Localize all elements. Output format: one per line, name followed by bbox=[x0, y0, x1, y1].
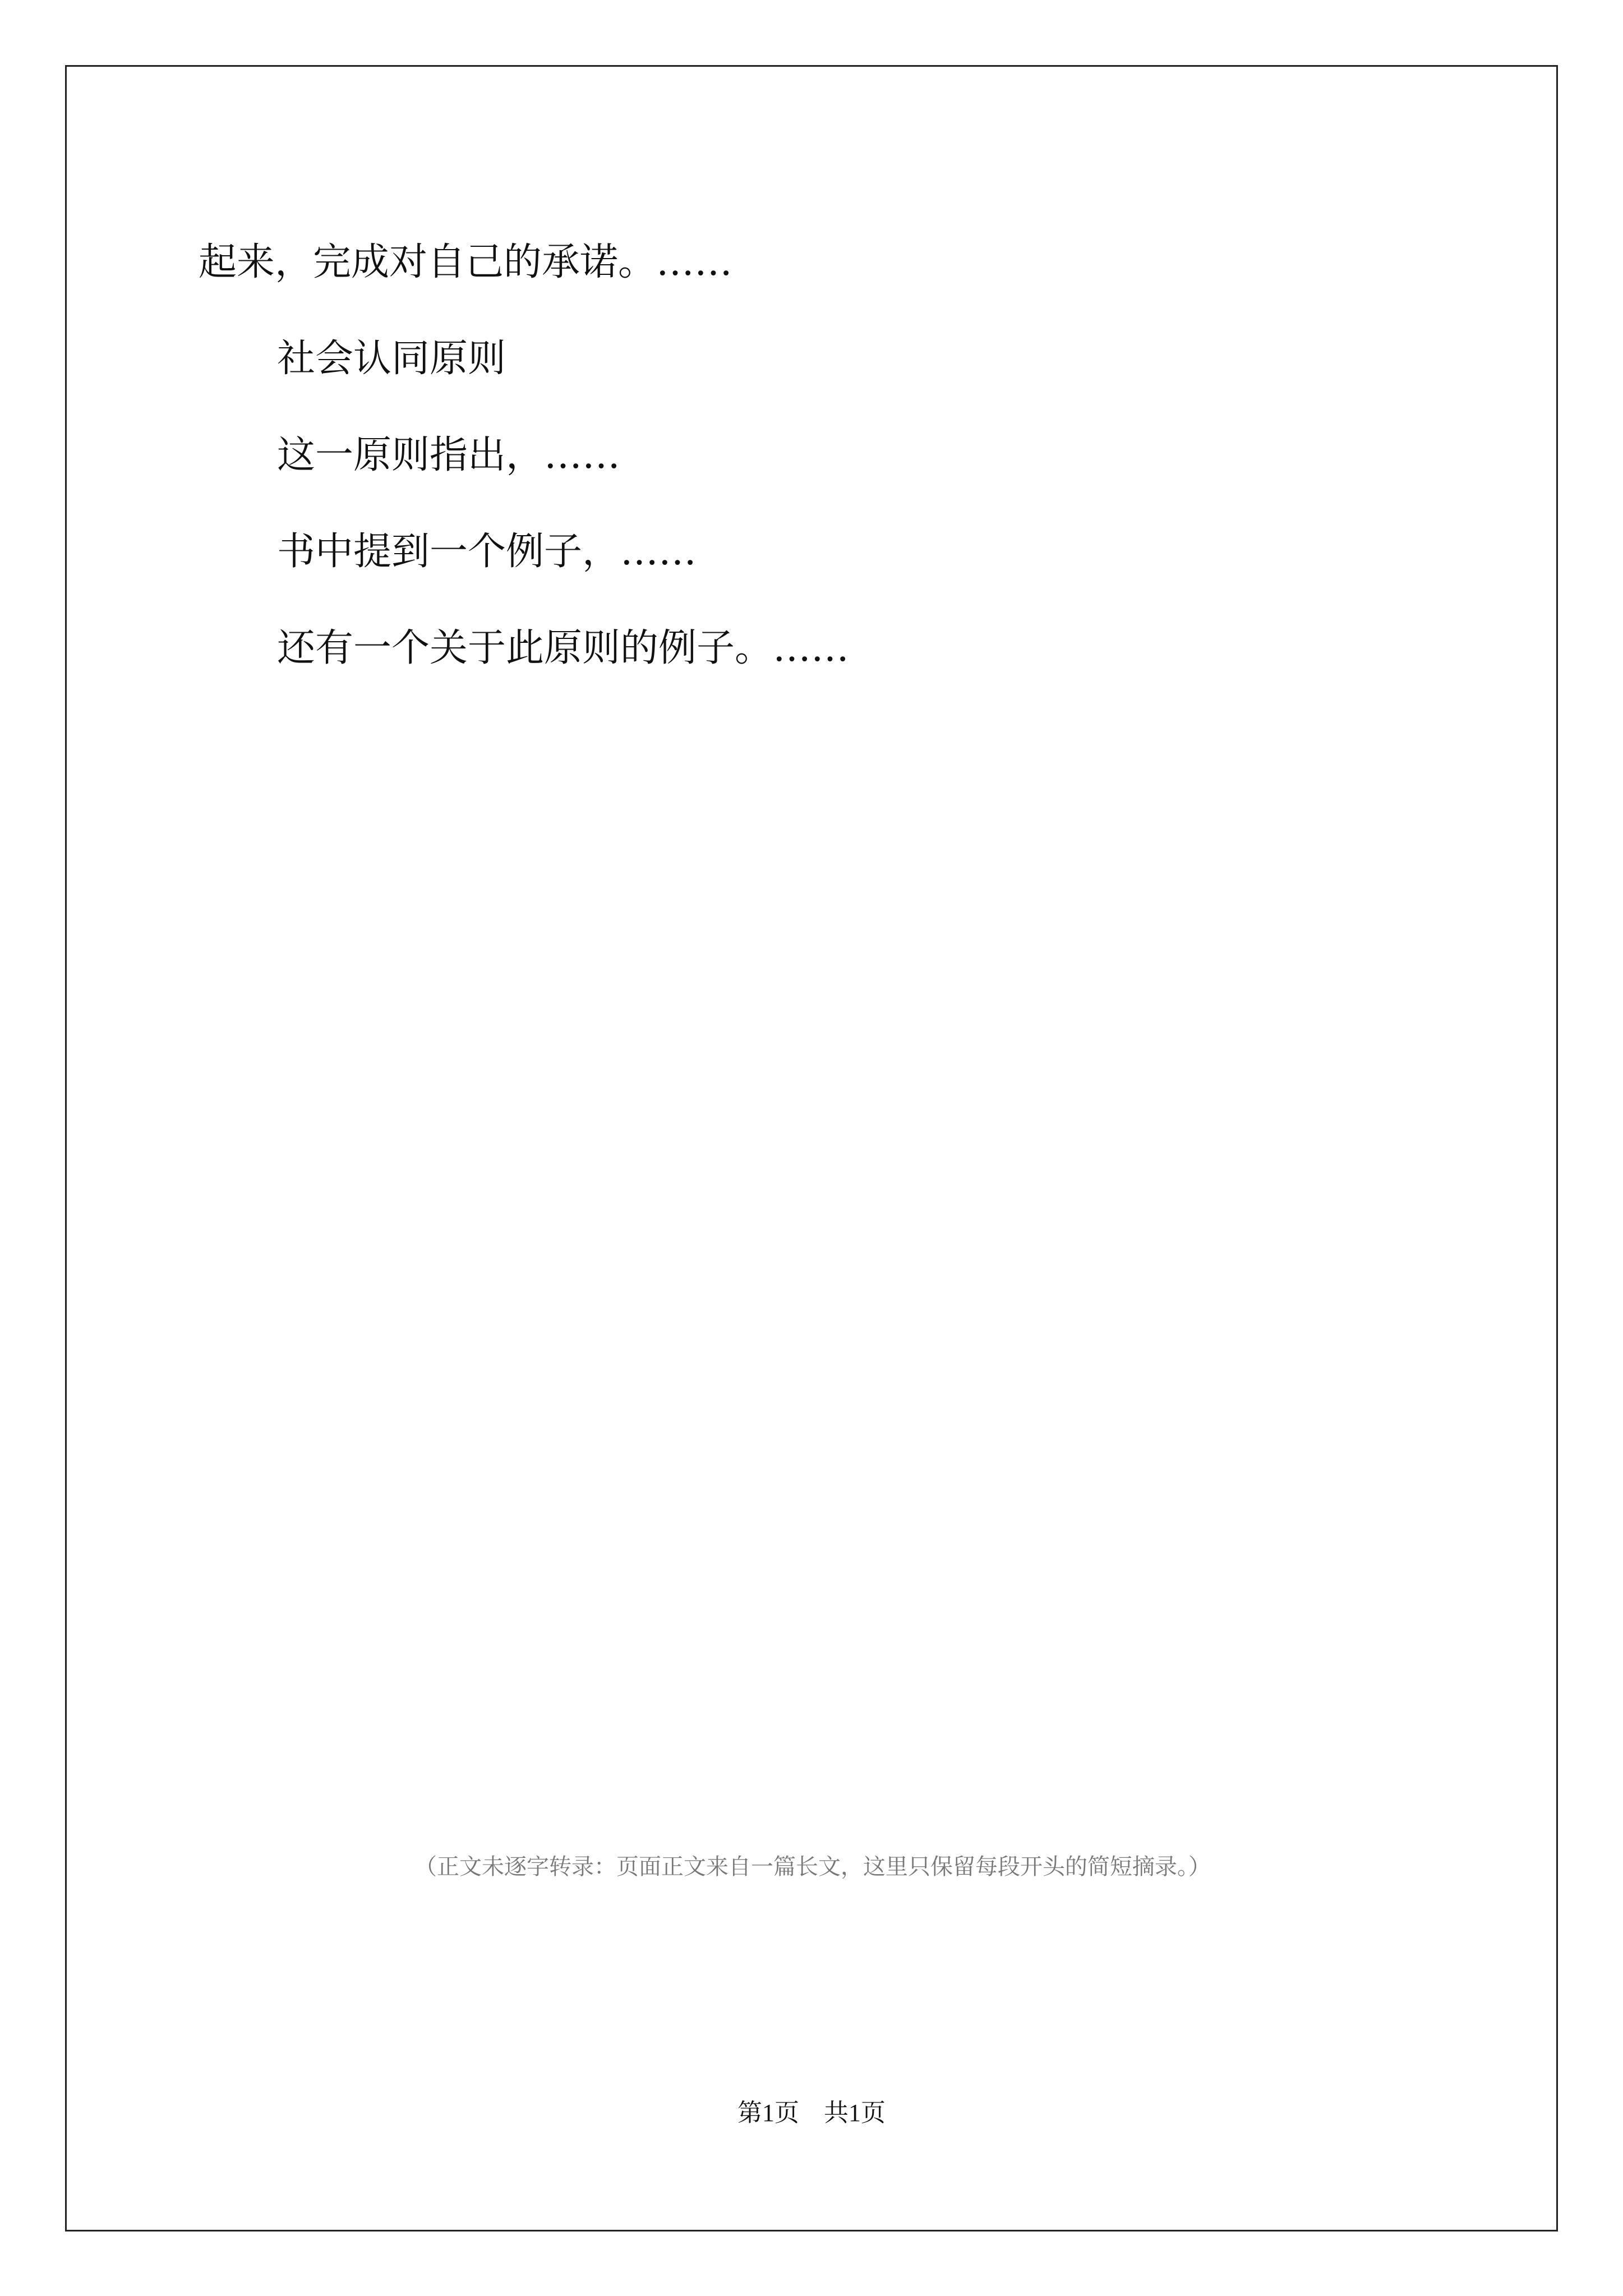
section-heading: 社会认同原则 bbox=[277, 337, 506, 381]
paragraph-1: 起来，完成对自己的承诺。…… bbox=[199, 240, 733, 284]
paragraph-3: 书中提到一个例子，…… bbox=[277, 530, 697, 574]
paragraph-4: 还有一个关于此原则的例子。…… bbox=[277, 626, 850, 670]
paragraph-2: 这一原则指出，…… bbox=[277, 433, 621, 477]
document-body bbox=[199, 214, 1427, 697]
page-footer: 第1页 共1页 bbox=[737, 2099, 886, 2127]
transcription-note: （正文未逐字转录：页面正文来自一篇长文，这里只保留每段开头的简短摘录。） bbox=[414, 1855, 1211, 1879]
